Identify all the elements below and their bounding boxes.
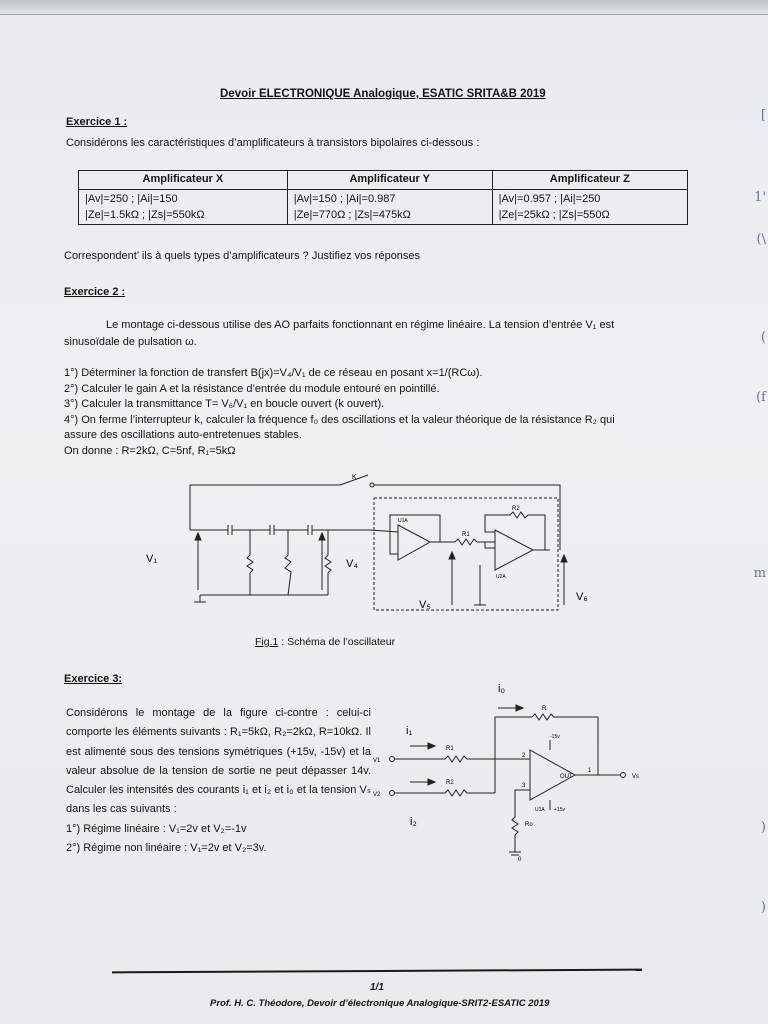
label-v1: V₁ — [146, 553, 158, 565]
question-item: 1°) Déterminer la fonction de transfert B(jx)=V₄/V₁ de ce réseau en posant x=1/(RCω). — [64, 367, 483, 379]
label-vs: Vs — [632, 774, 640, 780]
question-item: 3°) Calculer la transmittance T= V₆/V₁ en boucle ouvert (k ouvert). — [64, 398, 385, 410]
case-item: 1°) Régime linéaire : V₁=2v et V₂=-1v — [66, 822, 247, 835]
label-u2a: U2A — [496, 574, 506, 580]
exercise3-heading: Exercice 3: — [64, 673, 123, 685]
figure1-caption: Fig.1 : Schéma de l’oscillateur — [255, 636, 396, 648]
table-header-row — [79, 171, 688, 190]
label-i2: i₂ — [410, 816, 417, 828]
label-u1a: U1A — [535, 807, 545, 813]
label-ro: Ro — [525, 822, 533, 828]
label-v6: V₆ — [576, 591, 588, 603]
case-item: 2°) Régime non linéaire : V₁=2v et V₂=3v. — [66, 842, 267, 855]
question-item: 4°) On ferme l’interrupteur k, calculer la fréquence f₀ des oscillations et la valeur théorique de la résistance R₂ qui — [64, 413, 615, 426]
given-values: On donne : R=2kΩ, C=5nf, R₁=5kΩ — [64, 444, 236, 457]
label-ground: 0 — [518, 857, 522, 862]
label-r2: R2 — [446, 780, 454, 786]
footer-rule — [112, 969, 642, 974]
exercise3-text — [66, 704, 371, 858]
summing-amplifier-schematic — [370, 682, 640, 862]
label-r: R — [542, 706, 547, 712]
table-cell: |Av|=0.957 ; |Ai|=250 |Ze|=25kΩ ; |Zs|=550Ω — [492, 190, 687, 225]
label-v2: V2 — [373, 792, 381, 798]
label-switch-k: K — [352, 474, 357, 481]
table-header: Amplificateur X — [79, 171, 288, 190]
document-title: Devoir ELECTRONIQUE Analogique, ESATIC SRITA&B 2019 — [220, 88, 546, 100]
exercise3-statement: Considérons le montage de la figure ci-contre : celui-ci comporte les éléments suivants : R₁=5kΩ, R₂=2kΩ, R=10kΩ. Il est alimenté sous des tensions symétriques (+15v, -15v) et la valeur absolue de la tension de sortie ne peut dépasser 14v. Calculer les intensités des courants i₁ et i₂ et i₀ et la tension Vₛ dans les cas suivants : — [66, 707, 371, 816]
label-r1: R1 — [462, 532, 470, 538]
page-number: 1/1 — [370, 982, 384, 993]
label-v1: V1 — [373, 758, 381, 764]
table-header: Amplificateur Z — [492, 171, 687, 190]
label-plus15: +15v — [554, 807, 565, 813]
table-cell: |Av|=150 ; |Ai|=0.987 |Ze|=770Ω ; |Zs|=475kΩ — [287, 190, 492, 225]
label-pin3: 3 — [522, 783, 526, 789]
label-minus15: -15v — [550, 734, 560, 740]
table-row — [79, 190, 688, 225]
amplifier-table — [78, 170, 688, 225]
label-r1: R1 — [446, 746, 454, 752]
question-item: assure des oscillations auto-entretenues stables. — [64, 429, 302, 441]
exercise1-question: Correspondent’ ils à quels types d’amplificateurs ? Justifiez vos réponses — [64, 250, 421, 262]
exercise2-intro-line2: sinusoïdale de pulsation ω. — [64, 336, 197, 348]
exercise1-heading: Exercice 1 : — [66, 116, 128, 128]
label-v4: V₄ — [346, 558, 358, 570]
exercise2-heading: Exercice 2 : — [64, 286, 126, 298]
question-item: 2°) Calculer le gain A et la résistance d’entrée du module entouré en pointillé. — [64, 382, 440, 395]
label-out: OUT — [560, 774, 573, 780]
page-top-edge — [0, 0, 768, 15]
table-header: Amplificateur Y — [287, 171, 492, 190]
label-r2: R2 — [512, 506, 520, 512]
label-pin1: 1 — [588, 768, 592, 774]
exercise1-intro: Considérons les caractéristiques d’amplificateurs à transistors bipolaires ci-dessous : — [66, 137, 480, 149]
label-i1: i₁ — [406, 725, 413, 737]
label-i0: i₀ — [498, 683, 506, 695]
label-u1a: U1A — [398, 518, 408, 524]
table-cell: |Av|=250 ; |Ai|=150 |Ze|=1.5kΩ ; |Zs|=550kΩ — [79, 190, 288, 225]
exercise2-intro-line1: Le montage ci-dessous utilise des AO parfaits fonctionnant en régime linéaire. La tension d’entrée V₁ est — [106, 319, 615, 331]
exercise2-questions — [64, 366, 615, 459]
label-pin2: 2 — [522, 753, 526, 759]
label-v5: V₅ — [419, 599, 431, 611]
oscillator-schematic — [140, 470, 610, 620]
page-right-edge: [ 1' (\ ( (f m ) ) — [753, 108, 766, 915]
footer-author: Prof. H. C. Théodore, Devoir d’électronique Analogique-SRIT2-ESATIC 2019 — [210, 998, 550, 1009]
